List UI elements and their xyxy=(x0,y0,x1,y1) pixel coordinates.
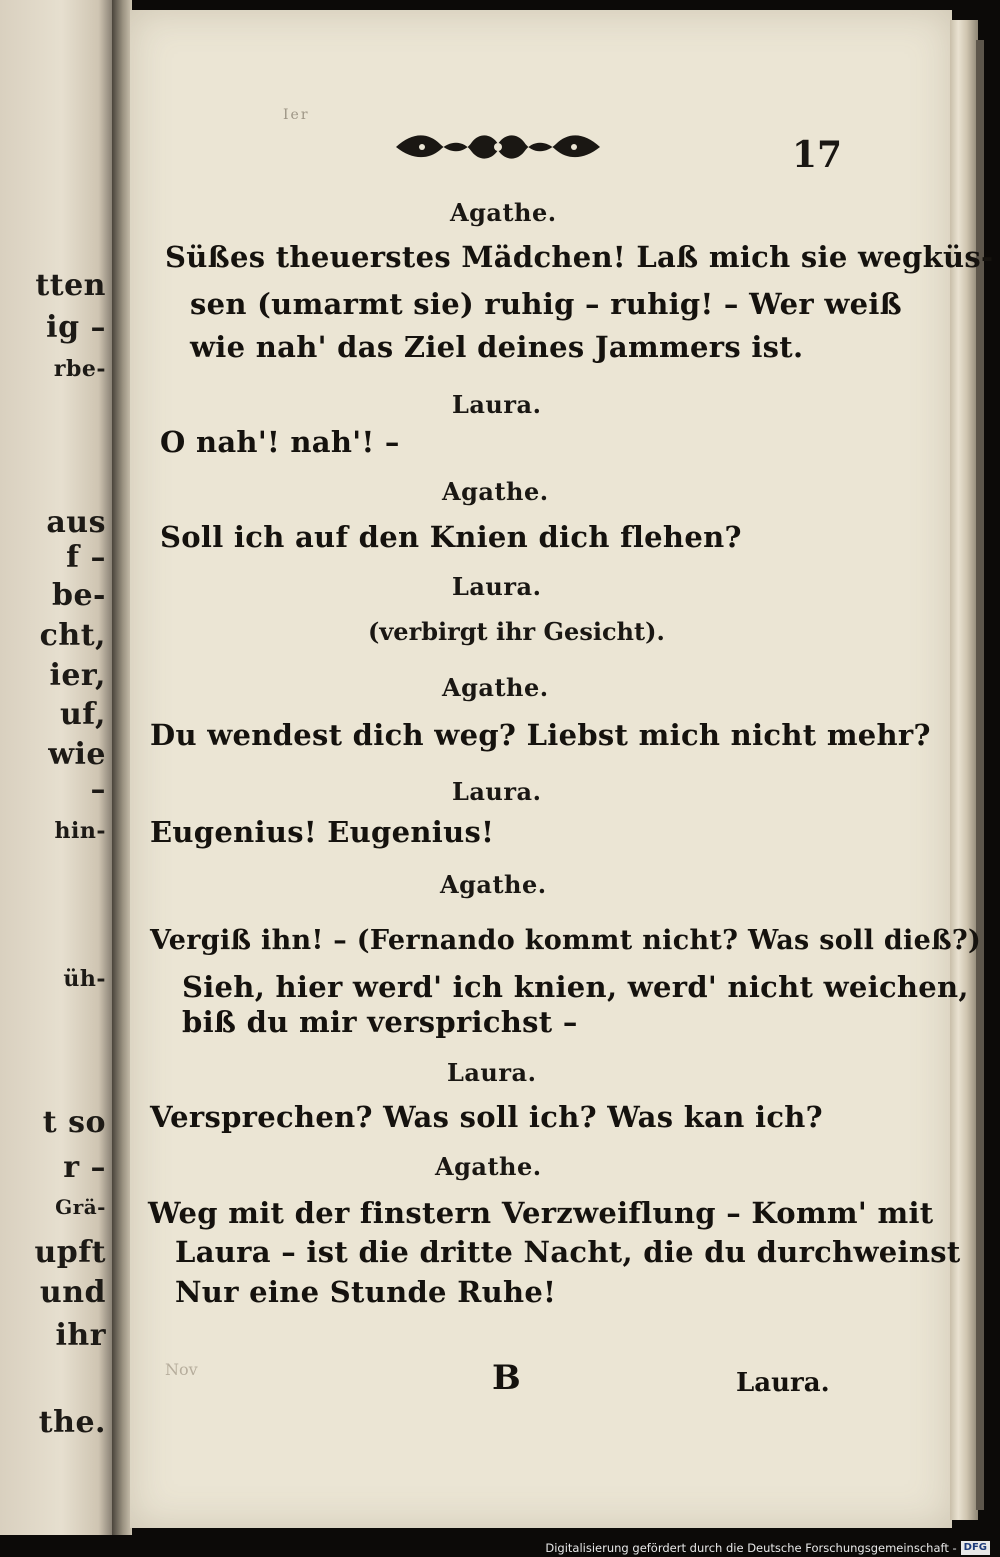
left-line: – xyxy=(90,772,106,807)
left-line: upft xyxy=(34,1235,106,1270)
text-line: Du wendest dich weg? Liebst mich nicht mehr? xyxy=(150,718,931,752)
speaker-name: Laura. xyxy=(447,1058,537,1087)
text-line: Versprechen? Was soll ich? Was kan ich? xyxy=(150,1100,823,1134)
text-line: sen (umarmt sie) ruhig – ruhig! – Wer weiß xyxy=(190,287,902,321)
text-line: Eugenius! Eugenius! xyxy=(150,815,495,849)
stage-direction: (verbirgt ihr Gesicht). xyxy=(368,617,665,646)
speaker-name: Laura. xyxy=(452,390,542,419)
left-line: hin- xyxy=(54,818,106,844)
text-line: wie nah' das Ziel deines Jammers ist. xyxy=(190,330,804,364)
speaker-name: Laura. xyxy=(452,572,542,601)
text-line: Soll ich auf den Knien dich flehen? xyxy=(160,520,742,554)
text-line: Weg mit der finstern Verzweiflung – Komm' mit xyxy=(148,1196,934,1230)
left-line: f – xyxy=(66,540,106,575)
speaker-name: Agathe. xyxy=(435,1152,542,1181)
left-line: wie xyxy=(48,737,106,772)
footer-credit xyxy=(545,1538,990,1557)
left-line: t so xyxy=(42,1105,106,1140)
left-line: ier, xyxy=(49,658,106,693)
left-line: rbe- xyxy=(53,356,106,382)
text-line: biß du mir versprichst – xyxy=(182,1005,578,1039)
left-line: üh- xyxy=(63,966,106,992)
left-line: ig – xyxy=(46,310,106,345)
book-gutter xyxy=(112,0,132,1535)
left-line: und xyxy=(39,1275,106,1310)
left-line: ihr xyxy=(55,1318,106,1353)
page-number: 17 xyxy=(792,134,843,176)
left-line: be- xyxy=(51,578,106,613)
left-line: the. xyxy=(38,1405,106,1440)
catchword: Laura. xyxy=(736,1368,830,1398)
left-line: aus xyxy=(46,505,106,540)
text-line: Süßes theuerstes Mädchen! Laß mich sie wegküs- xyxy=(165,240,994,274)
speaker-name: Agathe. xyxy=(440,870,547,899)
left-line: r – xyxy=(63,1150,106,1185)
text-line: O nah'! nah'! – xyxy=(160,425,400,459)
dfg-logo: DFG xyxy=(961,1541,990,1555)
faint-bleed-through: Nov xyxy=(165,1360,198,1379)
text-line: Vergiß ihn! – (Fernando kommt nicht? Was soll dieß?) xyxy=(150,925,982,956)
ornament-icon xyxy=(392,130,604,164)
faint-stamp: Ier xyxy=(283,107,310,123)
signature-mark: B xyxy=(492,1358,521,1398)
left-line: Grä- xyxy=(55,1195,106,1219)
left-line: tten xyxy=(35,268,106,303)
left-line: uf, xyxy=(59,697,106,732)
speaker-name: Agathe. xyxy=(450,198,557,227)
text-line: Sieh, hier werd' ich knien, werd' nicht weichen, xyxy=(182,970,969,1004)
left-line: cht, xyxy=(39,618,106,653)
text-line: Laura – ist die dritte Nacht, die du durchweinst xyxy=(175,1235,961,1269)
text-line: Nur eine Stunde Ruhe! xyxy=(175,1275,557,1309)
left-page-fragment xyxy=(0,0,112,1535)
footer-text: Digitalisierung gefördert durch die Deutsche Forschungsgemeinschaft - xyxy=(545,1540,957,1555)
speaker-name: Agathe. xyxy=(442,477,549,506)
speaker-name: Laura. xyxy=(452,777,542,806)
speaker-name: Agathe. xyxy=(442,673,549,702)
